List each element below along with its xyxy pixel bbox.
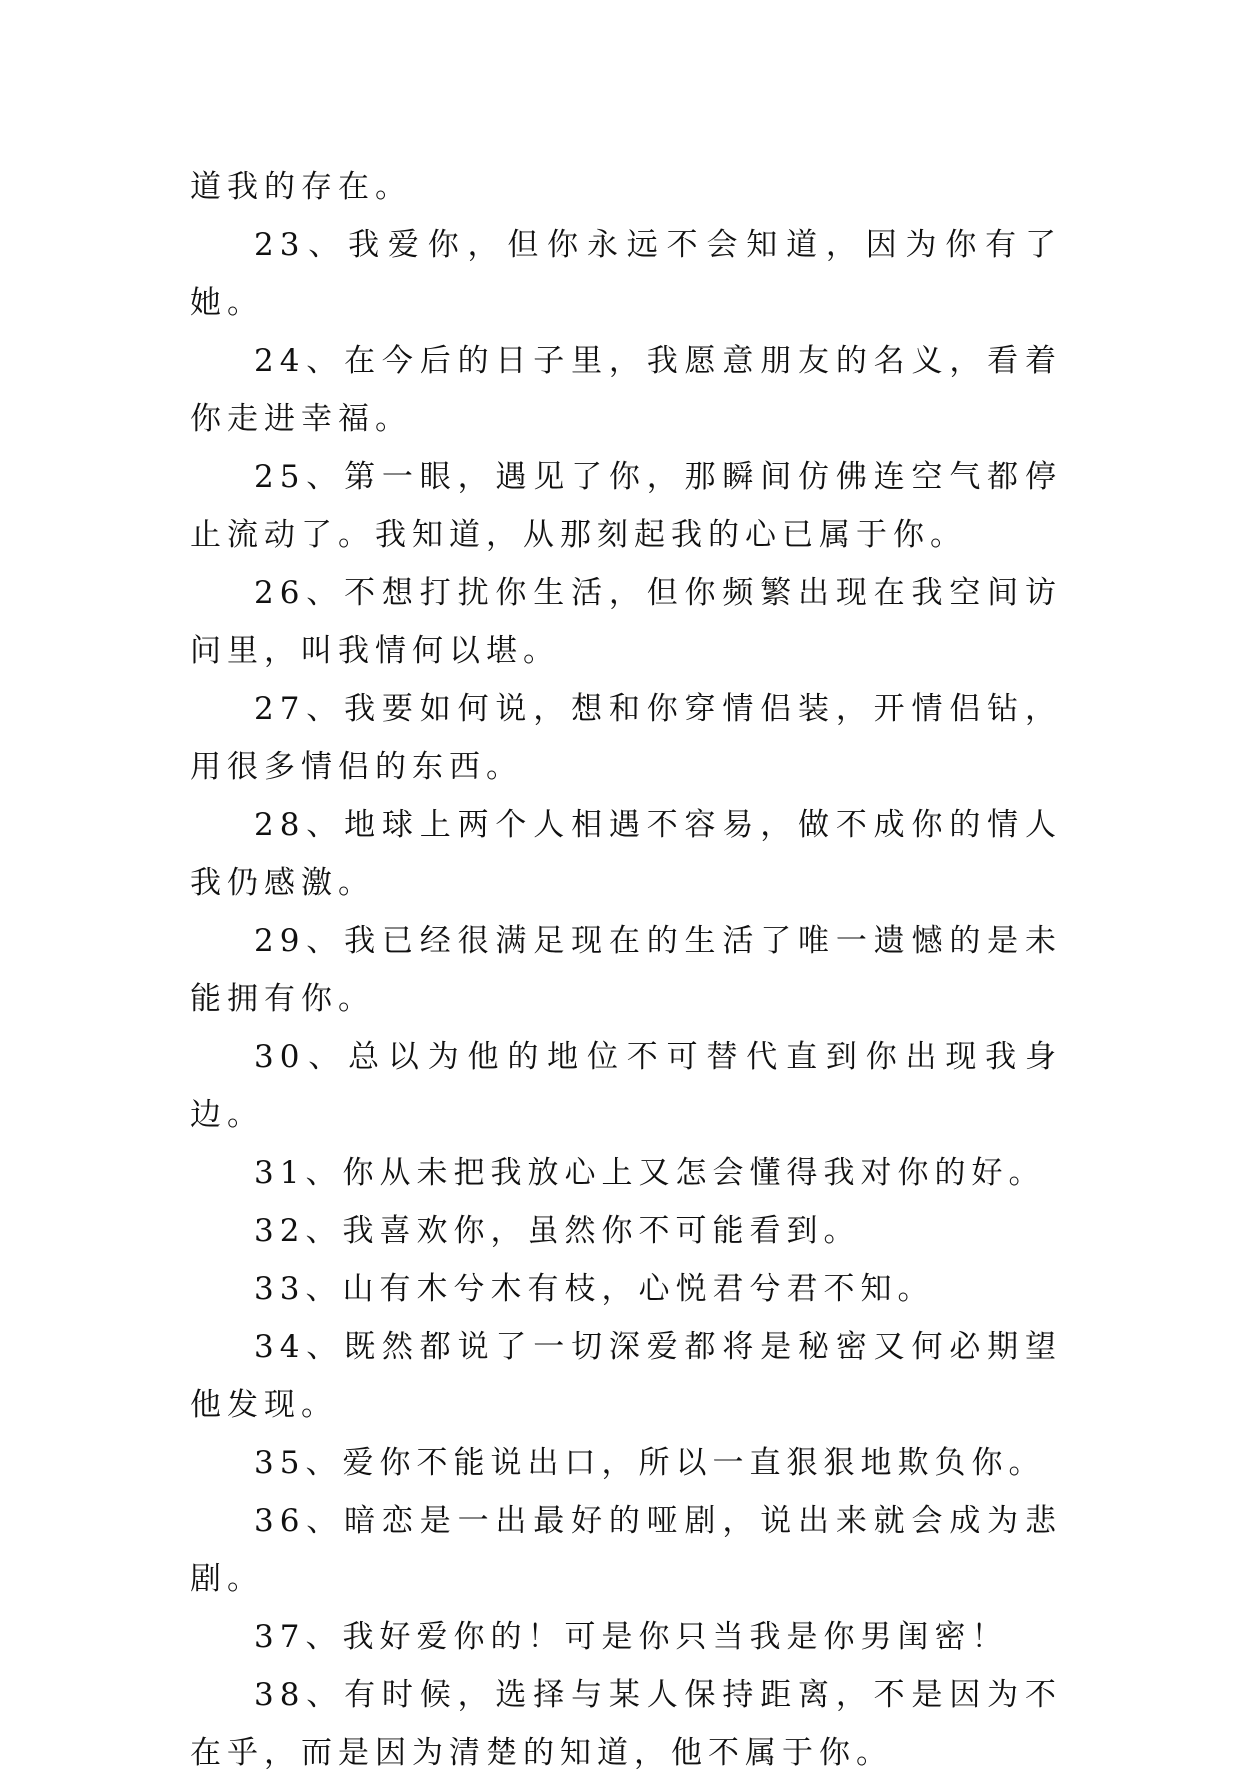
paragraph-36: 36、暗恋是一出最好的哑剧，说出来就会成为悲剧。: [190, 1503, 1062, 1597]
paragraph-27: 27、我要如何说，想和你穿情侣装，开情侣钻，用很多情侣的东西。: [190, 691, 1062, 785]
paragraph-24: 24、在今后的日子里，我愿意朋友的名义，看着你走进幸福。: [190, 343, 1062, 437]
paragraph-32: 32、我喜欢你，虽然你不可能看到。: [254, 1213, 861, 1249]
paragraph-continuation: 道我的存在。: [190, 169, 412, 205]
paragraph-34: 34、既然都说了一切深爱都将是秘密又何必期望他发现。: [190, 1329, 1062, 1423]
paragraph-31: 31、你从未把我放心上又怎会懂得我对你的好。: [254, 1155, 1046, 1191]
body-text: [190, 158, 1062, 1782]
paragraph-38: 38、有时候，选择与某人保持距离，不是因为不在乎，而是因为清楚的知道，他不属于你。: [190, 1677, 1062, 1771]
paragraph-33: 33、山有木兮木有枝，心悦君兮君不知。: [254, 1271, 935, 1307]
paragraph-23: 23、我爱你，但你永远不会知道，因为你有了她。: [190, 227, 1062, 321]
paragraph-37: 37、我好爱你的！可是你只当我是你男闺密！: [254, 1619, 1009, 1655]
paragraph-25: 25、第一眼，遇见了你，那瞬间仿佛连空气都停止流动了。我知道，从那刻起我的心已属于你。: [190, 459, 1062, 553]
paragraph-26: 26、不想打扰你生活，但你频繁出现在我空间访问里，叫我情何以堪。: [190, 575, 1062, 669]
paragraph-35: 35、爱你不能说出口，所以一直狠狠地欺负你。: [254, 1445, 1046, 1481]
paragraph-29: 29、我已经很满足现在的生活了唯一遗憾的是未能拥有你。: [190, 923, 1062, 1017]
paragraph-28: 28、地球上两个人相遇不容易，做不成你的情人我仍感激。: [190, 807, 1062, 901]
paragraph-30: 30、总以为他的地位不可替代直到你出现我身边。: [190, 1039, 1062, 1133]
